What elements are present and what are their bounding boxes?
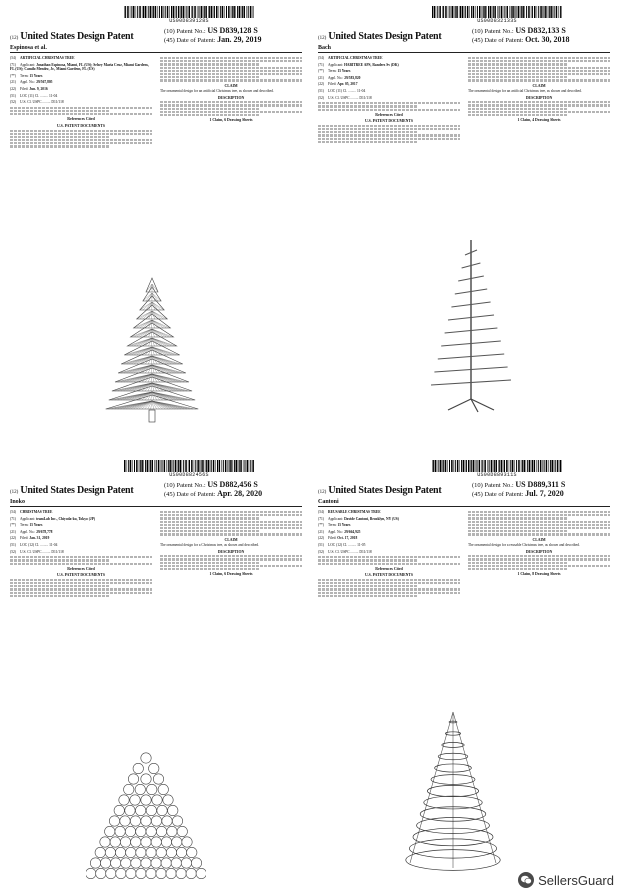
us-docs-heading: U.S. PATENT DOCUMENTS [364,119,414,124]
appl-no: 29/678,778 [36,529,53,534]
wechat-icon [518,872,534,888]
term: 15 Years [337,523,351,528]
applicant-label: Applicant: [20,516,36,521]
filed-label: Filed: [20,536,29,541]
patent-date: Apr. 28, 2020 [217,489,263,498]
drawing-sheets: 1 Claim, 8 Drawing Sheets [517,572,561,577]
doc-code: (12) [10,36,19,41]
date-label: (45) Date of Patent: [164,37,216,44]
applicant: HABITREE APS, Randers Sv (DK) [344,62,399,67]
barcode [124,460,254,472]
inventor-header: Inoko [10,499,26,505]
patent-date: Oct. 30, 2018 [525,35,570,44]
filed-date: Apr. 05, 2017 [337,82,358,87]
drawing-sheets: 1 Claim, 6 Drawing Sheets [209,572,253,577]
patent-title: United States Design Patent [20,31,134,42]
patent-header [6,480,306,506]
header-rule [10,52,302,53]
filed-date: Jan. 31, 2019 [29,536,50,541]
us-docs-heading: U.S. PATENT DOCUMENTS [364,573,414,578]
loc-class: LOC (12) Cl. ......... 11-05 [328,542,366,547]
claim-heading: CLAIM [224,537,238,542]
barcode [124,6,254,18]
patent-no-label: (10) Patent No.: [472,28,514,35]
design-title: ARTIFICIAL CHRISTMAS TREE [328,56,383,60]
applicant-label: Applicant: [328,62,344,67]
us-class: U.S. Cl. USPC ......... D11/118 [328,549,372,554]
patent-no-label: (10) Patent No.: [164,482,206,489]
appl-no-label: Appl. No.: [20,529,36,534]
right-column [160,56,302,124]
header-rule [10,506,302,507]
drawing-sheets: 1 Claim, 6 Drawing Sheets [209,118,253,123]
patent-title: United States Design Patent [20,485,134,496]
left-column: (54) REUSABLE CHRISTMAS TREE (71) Applicant: Davide Cantoni, Brooklyn, NY (US) (**) Term: 15 Years (21) Appl. No.: 29/664,925 (22) Filed: Oct. 17, 2018 (51) LOC (12) Cl. ......... 11-05 (52) U.S. Cl. USPC ......... D11/118 References Cited U.S. PATENT DOCUMENTS [318,510,460,598]
patent-page-1 [6,4,306,436]
appl-no: 29/583,820 [344,75,361,80]
patent-header [6,26,306,52]
patent-date: Jan. 29, 2019 [217,35,262,44]
design-title: ARTIFICIAL CHRISTMAS TREE [20,56,75,60]
term: 15 Years [337,69,351,74]
patent-header [314,26,614,52]
appl-no-label: Appl. No.: [328,75,344,80]
term-label: Term: [328,523,337,528]
right-column [468,510,610,578]
term-label: Term: [328,69,337,74]
term: 15 Years [29,523,43,528]
patent-header [314,480,614,506]
loc-class: LOC (12) Cl. ......... 11-04 [20,542,58,547]
references-heading: References Cited [67,117,95,122]
doc-code: (12) [10,490,19,495]
filed-date: Jun. 9, 2016 [29,86,48,91]
us-class: U.S. Cl. USPC ......... D11/118 [20,549,64,554]
barcode-number: US00D839128S [169,18,209,24]
date-label: (45) Date of Patent: [472,37,524,44]
references-heading: References Cited [67,566,95,571]
term-label: Term: [20,73,29,78]
filed-label: Filed: [328,536,337,541]
claim-heading: CLAIM [532,83,546,88]
design-title: CHRISTMAS TREE [20,510,53,514]
applicant-label: Applicant: [328,516,344,521]
inventor-header: Cantoni [318,499,339,505]
left-column: (54) ARTIFICIAL CHRISTMAS TREE (71) Applicant: HABITREE APS, Randers Sv (DK) (**) Term: 15 Years (21) Appl. No.: 29/583,820 (22) Filed: Apr. 05, 2017 (51) LOC (11) Cl. ......... 11-04 (52) U.S. Cl. USPC ......... D11/118 References Cited U.S. PATENT DOCUMENTS [318,56,460,144]
header-rule [318,506,610,507]
patent-number: US D839,128 S [207,26,258,35]
date-label: (45) Date of Patent: [164,491,216,498]
left-column: (54) CHRISTMAS TREE (71) Applicant: teamLab Inc., Chiyoda-ku, Tokyo (JP) (**) Term: 15 Years (21) Appl. No.: 29/678,778 (22) Filed: Jan. 31, 2019 (51) LOC (12) Cl. ......... 11-04 (52) U.S. Cl. USPC ......... D11/118 References Cited U.S. PATENT DOCUMENTS [10,510,152,598]
barcode [432,6,562,18]
filed-label: Filed: [328,82,337,87]
applicant-label: Applicant: [20,62,36,67]
right-column [160,510,302,578]
us-class: U.S. Cl. USPC ......... D11/118 [20,100,64,105]
claim-heading: CLAIM [532,537,546,542]
appl-no: 29/664,925 [344,529,361,534]
description-heading: DESCRIPTION [525,95,553,100]
loc-class: LOC (11) Cl. ......... 11-04 [20,93,58,98]
claim-text: The ornamental design for an artificial Christmas tree, as shown and described. [160,89,274,94]
claim-text: The ornamental design for a Christmas tree, as shown and described. [160,543,259,548]
filed-date: Oct. 17, 2018 [337,536,358,541]
claim-text: The ornamental design for a reusable Christmas tree, as shown and described. [468,543,580,548]
description-heading: DESCRIPTION [217,95,245,100]
appl-no: 29/567,805 [36,80,53,85]
patent-date: Jul. 7, 2020 [525,489,564,498]
date-label: (45) Date of Patent: [472,491,524,498]
filed-label: Filed: [20,86,29,91]
term: 15 Years [29,73,43,78]
applicant: Davide Cantoni, Brooklyn, NY (US) [344,516,399,521]
barcode-number: US00D832133S [477,18,517,24]
design-title: REUSABLE CHRISTMAS TREE [328,510,381,514]
appl-no-label: Appl. No.: [20,80,36,85]
applicant: teamLab Inc., Chiyoda-ku, Tokyo (JP) [36,516,96,521]
patent-number: US D889,311 S [515,480,566,489]
patent-no-label: (10) Patent No.: [164,28,206,35]
drawing-sheets: 1 Claim, 4 Drawing Sheets [517,118,561,123]
us-docs-heading: U.S. PATENT DOCUMENTS [56,123,106,128]
header-rule [318,52,610,53]
patent-title: United States Design Patent [328,485,442,496]
claim-text: The ornamental design for an artificial Christmas tree, as shown and described. [468,89,582,94]
barcode-number: US00D882456S [169,472,209,478]
patent-page-4 [314,458,614,890]
watermark-text: SellersGuard [538,872,614,888]
left-column: (54) ARTIFICIAL CHRISTMAS TREE (71) Applicant: Jonathan Espinosa, Miami, FL (US); Selsey Maria Cruz, Miami Gardens, FL (US); Camilo Mendez, Jr., Miami Gardens, FL (US) (**) Term: 15 Years (21) Appl. No.: 29/567,805 (22) Filed: Jun. 9, 2016 (51) LOC (11) Cl. ......... 11-04 (52) U.S. Cl. USPC ......... D11/118 References Cited U.S. PATENT DOCUMENTS [10,56,152,149]
watermark [518,872,614,888]
term-label: Term: [20,523,29,528]
references-heading: References Cited [375,566,403,571]
right-column [468,56,610,124]
inventor-header: Espinosa et al. [10,45,47,51]
design-drawing [102,274,202,424]
patent-number: US D882,456 S [207,480,258,489]
us-docs-heading: U.S. PATENT DOCUMENTS [56,573,106,578]
doc-code: (12) [318,490,327,495]
claim-heading: CLAIM [224,83,238,88]
design-drawing [426,234,516,414]
patent-number: US D832,133 S [515,26,566,35]
applicant: Jonathan Espinosa, Miami, FL (US); Selsey Maria Cruz, Miami Gardens, FL (US); Camilo Mendez, Jr., Miami Gardens, FL (US) [10,62,149,72]
description-heading: DESCRIPTION [525,549,553,554]
design-drawing [86,748,206,888]
description-heading: DESCRIPTION [217,549,245,554]
barcode [432,460,562,472]
loc-class: LOC (11) Cl. ......... 11-04 [328,88,366,93]
design-drawing [398,708,508,878]
patent-no-label: (10) Patent No.: [472,482,514,489]
inventor-header: Bach [318,45,332,51]
barcode-number: US00D889311S [477,472,517,478]
us-class: U.S. Cl. USPC ......... D11/118 [328,95,372,100]
patent-page-3 [6,458,306,890]
references-heading: References Cited [375,112,403,117]
patent-page-2 [314,4,614,436]
doc-code: (12) [318,36,327,41]
appl-no-label: Appl. No.: [328,529,344,534]
patent-title: United States Design Patent [328,31,442,42]
